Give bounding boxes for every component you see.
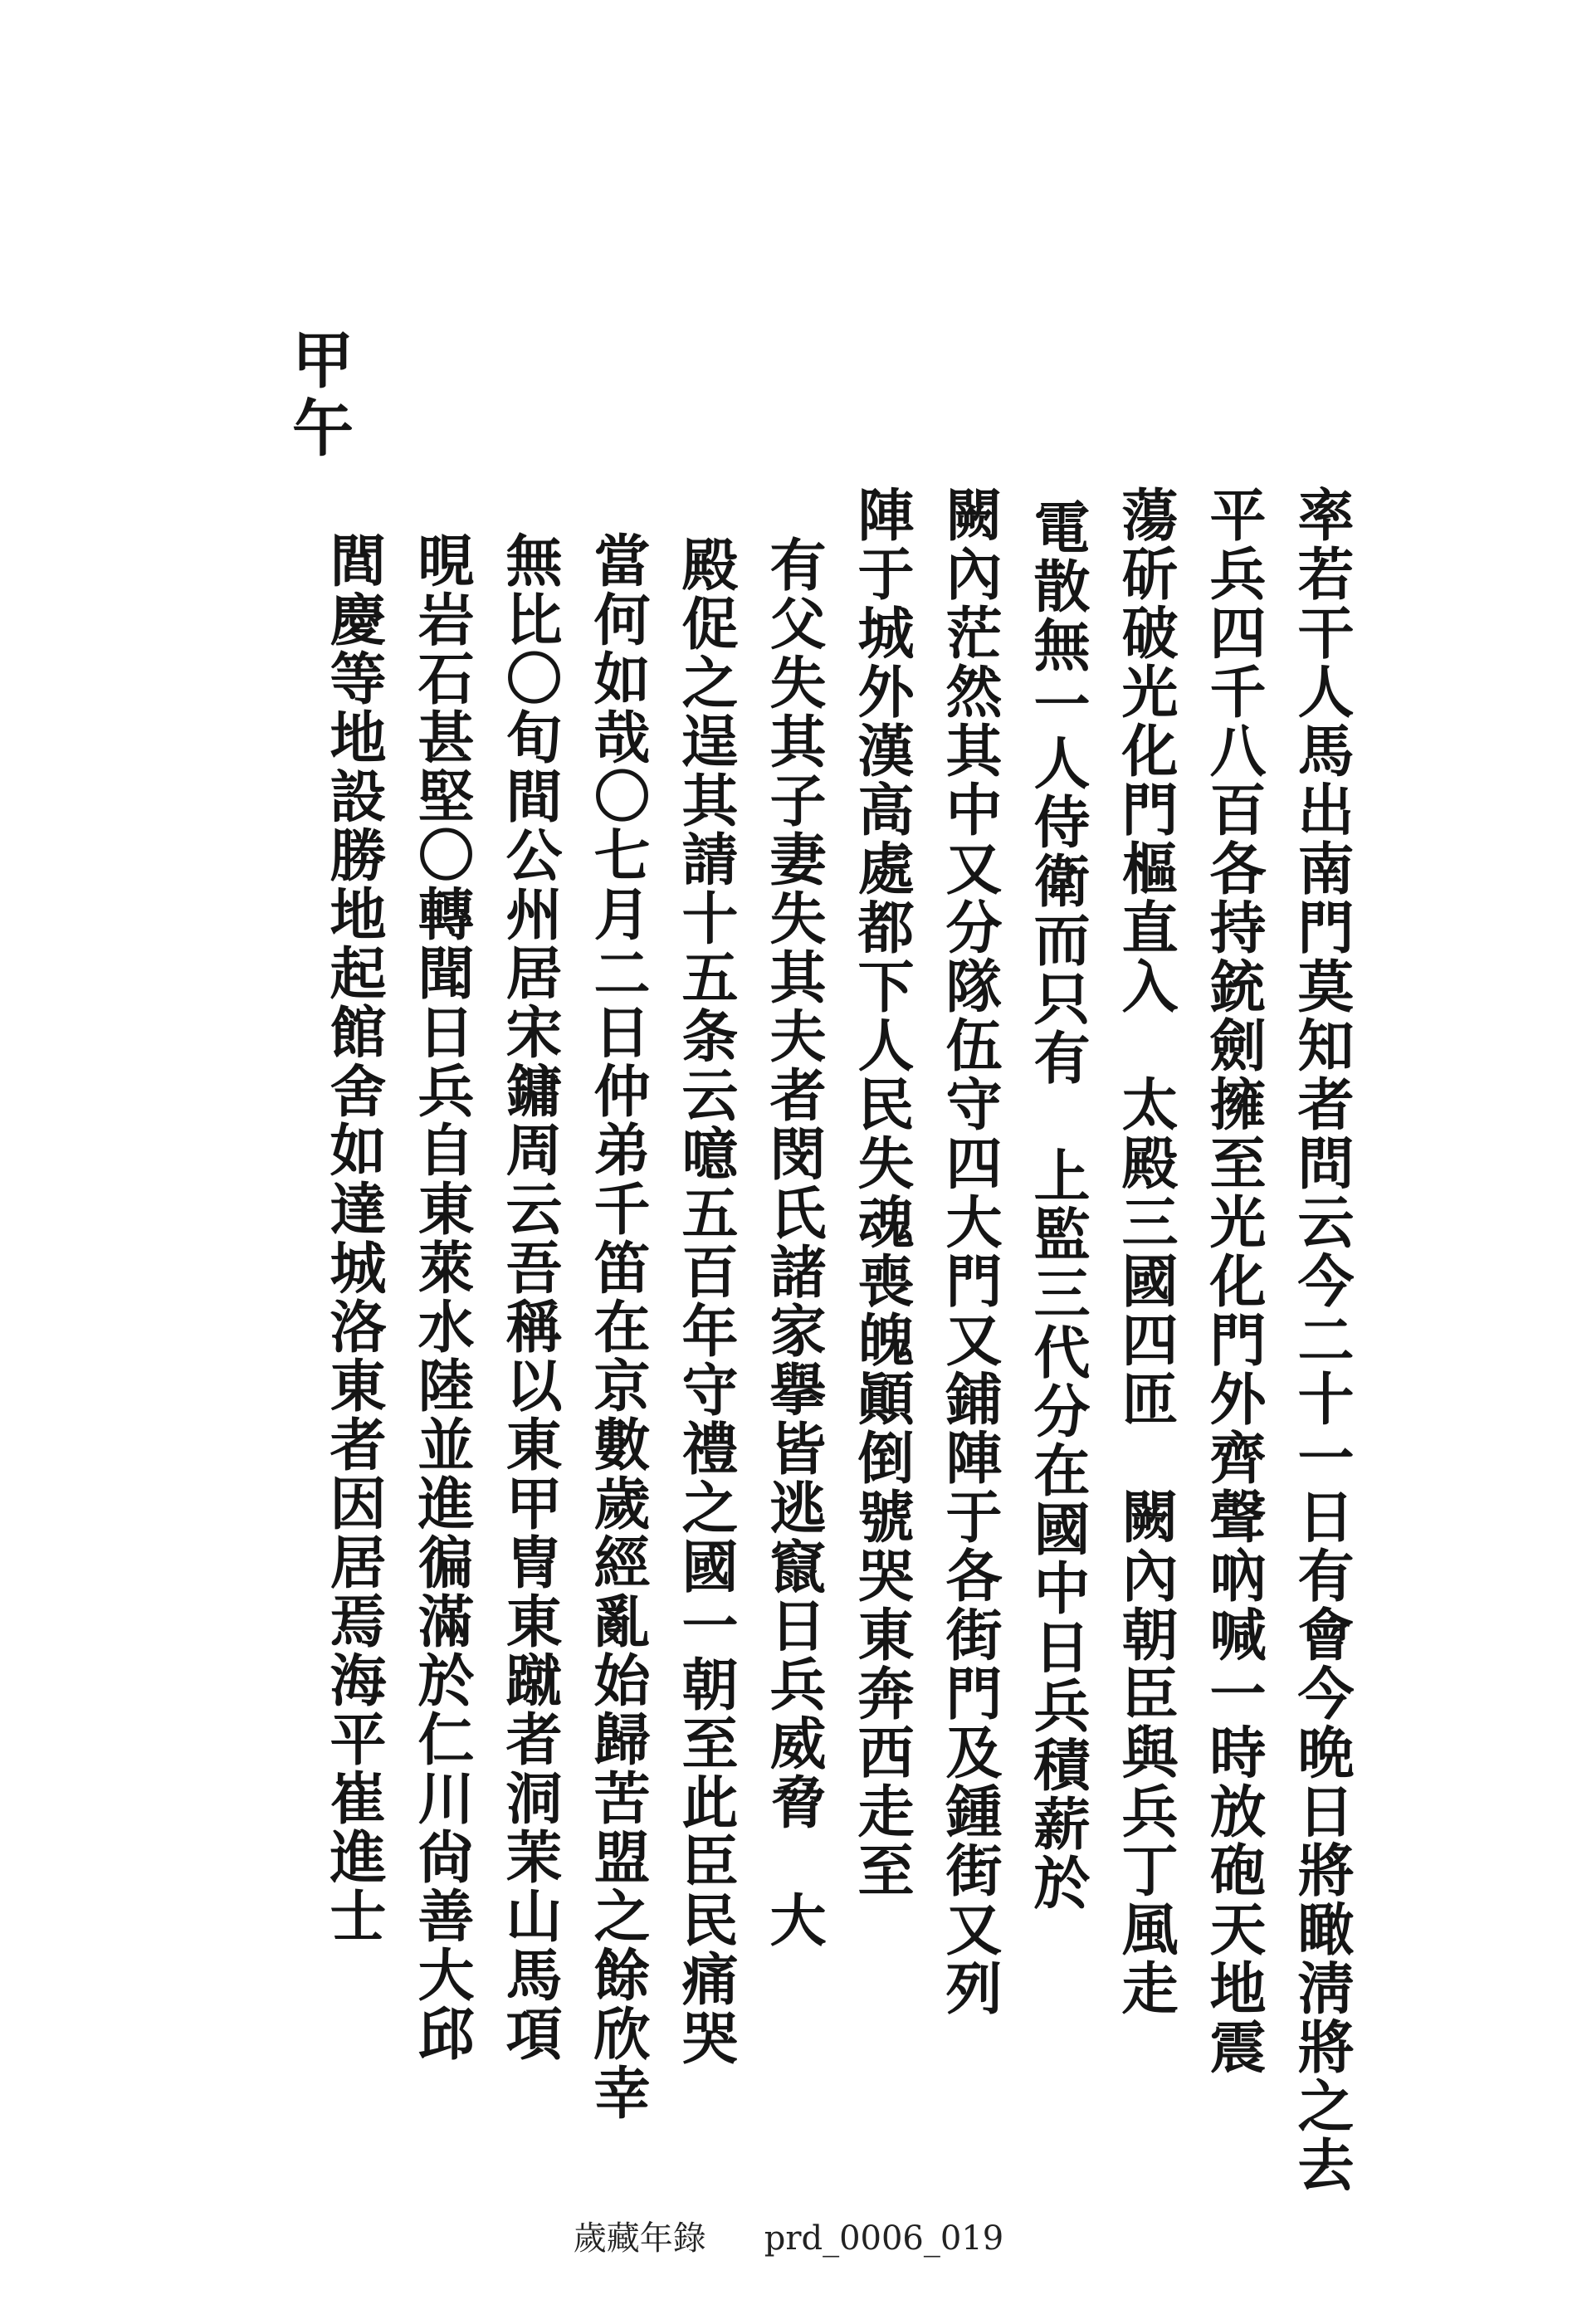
manuscript-text-block [261,328,1365,2195]
text-column-6: 陣于城外漢高處都下人民失魂喪魄顚倒號哭東奔西走至 [848,486,915,1900]
text-column-7: 有父失其子妻失其夫者閔氏諸家擧皆逃竄日兵威脅 大 [760,535,827,1950]
page-footer [0,2212,1577,2259]
text-column-4: 電散無一人侍衛而只有 上監三代分在國中日兵積薪於 [1024,498,1091,1912]
footer-page-code: prd_0006_019 [764,2219,1004,2258]
text-column-1: 率若干人馬出南門莫知者問云今二十一日有會今晩日將瞰淸將之去 [1288,486,1355,2195]
text-column-10: 無比〇旬間公州居宋鏞周云吾稱以東甲冑東蹴者洞茉山馬項 [496,531,563,2063]
text-column-11: 晛岩石甚堅〇轉聞日兵自東萊水陸並進徧滿於仁川尙善大邱 [408,531,475,2063]
text-column-5: 闕內茫然其中又分隊伍守四大門又鋪陣于各街門及鍾街又列 [936,486,1003,2018]
text-column-12: 閭慶等地設勝地起館舍如達城洛東者因居焉海平崔進士 [320,531,387,1946]
text-column-9: 當何如哉〇七月二日仲弟千笛在京數歲經亂始歸苦盟之餘欣幸 [584,531,651,2122]
text-column-3: 蕩斫破光化門樞直入 太殿三國四匝 闕內朝臣與兵丁風走 [1112,486,1179,2018]
text-column-8: 殿促之逞其請十五条云噫五百年守禮之國一朝至此臣民痛哭 [672,535,739,2068]
footer-title: 歲藏年錄 [573,2219,706,2258]
year-marker: 甲午 [282,328,354,464]
text-column-2: 平兵四千八百各持銃劍擁至光化門外齊聲吶喊一時放砲天地震 [1200,486,1267,2077]
